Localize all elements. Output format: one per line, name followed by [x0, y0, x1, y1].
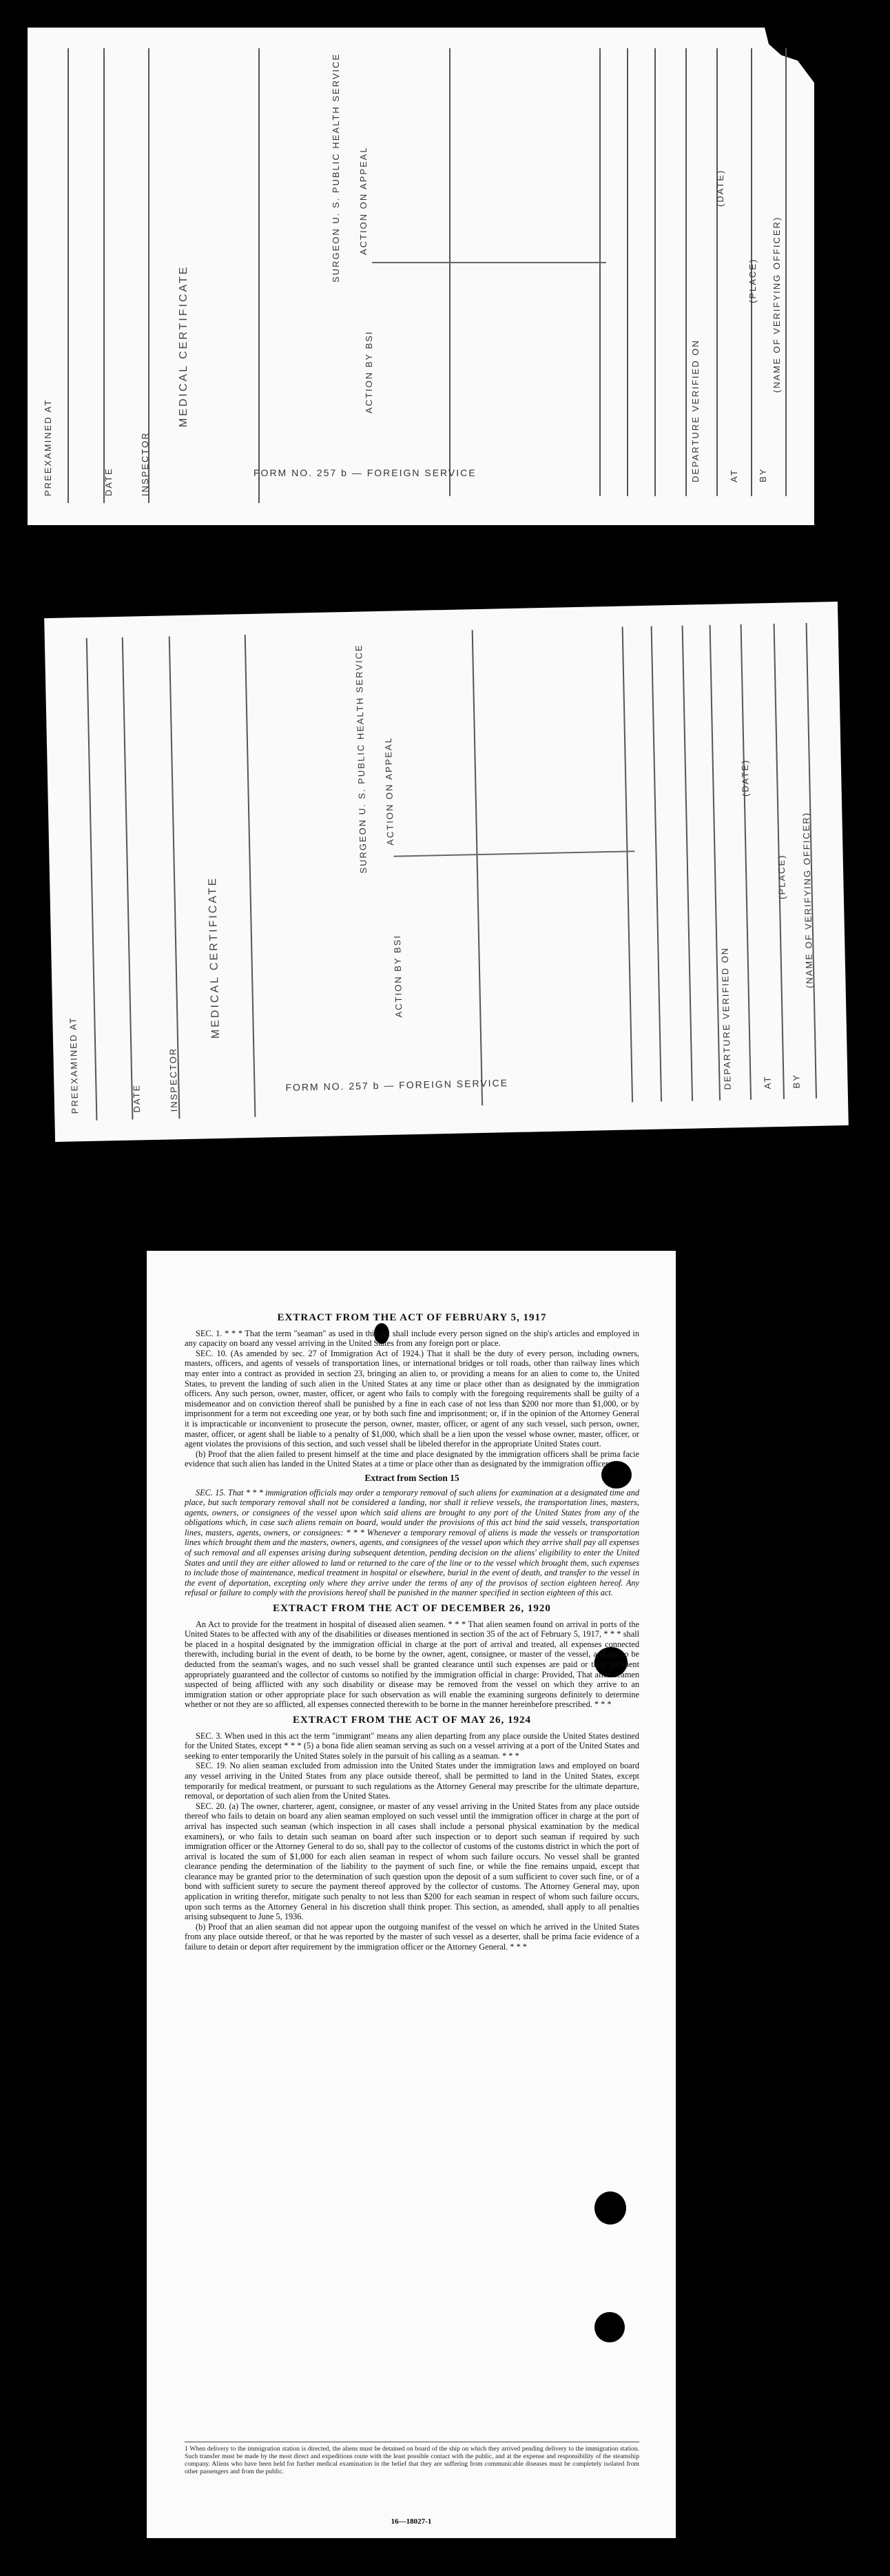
form-card-2 [44, 602, 849, 1142]
inspector-label: INSPECTOR [167, 1047, 180, 1112]
heading-section-15: Extract from Section 15 [364, 1472, 459, 1483]
place-caption: (PLACE) [747, 258, 758, 303]
rule [372, 262, 606, 263]
rule [785, 48, 787, 496]
paragraph: SEC. 1. * * * That the term "seaman" as used in this act shall include every person signed on the ship's articles and employed in any capacity on board any vessel arriving in the United States from any foreign port or place. [185, 1328, 639, 1349]
action-on-appeal-label: ACTION ON APPEAL [382, 736, 396, 846]
paragraph: (b) Proof that an alien seaman did not appear upon the outgoing manifest of the vessel on which he arrived in the United States from any place outside thereof, or that he was reported by the master of such vessel as a deserter, shall be prima facie evidence of a failure to detain or deport after requirement by the immigration officer or the Attorney General. * * * [185, 1921, 639, 1952]
date-caption: (DATE) [715, 169, 725, 207]
action-by-bsi-label: ACTION BY BSI [364, 330, 374, 413]
rule [685, 48, 687, 496]
extract-text [185, 1313, 639, 1952]
rule [472, 630, 483, 1105]
date-caption: (DATE) [739, 759, 751, 797]
by-label: BY [758, 467, 768, 482]
medical-certificate-label: MEDICAL CERTIFICATE [207, 876, 222, 1039]
preexamined-label: PREEXAMINED AT [68, 1016, 81, 1114]
officer-caption: (NAME OF VERIFYING OFFICER) [800, 811, 815, 989]
rule [86, 638, 98, 1121]
inspector-label: INSPECTOR [140, 431, 150, 496]
paragraph: SEC. 19. No alien seaman excluded from admission into the United States under the immigration laws and employed on board any vessel arriving in the United States from any place outside thereof, shall be permitted to land in the United States, except temporarily for medical treatment, or pursuant to such regulations as the Attorney General may prescribe for the ultimate departure, removal, or deportation of such alien from the United States. [185, 1761, 639, 1801]
rule [599, 48, 601, 496]
form-card-1 [28, 28, 814, 525]
paragraph: SEC. 3. When used in this act the term "immigrant" means any alien departing from any place outside the United States destined for the United States, except * * * (5) a bona fide alien seaman serving as such on a vessel arriving at a port of the United States and seeking to enter temporarily the United States solely in the pursuit of his calling as a seaman. * * * [185, 1730, 639, 1761]
paragraph: SEC. 10. (As amended by sec. 27 of Immigration Act of 1924.) That it shall be the duty of every person, including owners, masters, officers, and agents of vessels of transportation lines, or international bridges or toll roads, other than railway lines which may enter into a contract as provided in section 23, bringing an alien to, or providing a means for an alien to come to, the United States, to prevent the landing of such alien in the United States at any time or place other than as designated by the immigration officers. Any such person, owner, master, officer, or agent who fails to comply with the foregoing requirements shall be guilty of a misdemeanor and on conviction thereof shall be punished by a fine in each case of not less than $200 nor more than $1,000, or by imprisonment for a term not exceeding one year, or by both such fine and imprisonment; or, if in the opinion of the Attorney General it is impracticable or inconvenient to prosecute the person, owner, master, officer, or agent of any such vessel, such person, owner, master, officer, or agent shall be liable to a penalty of $1,000, which shall be a lien upon the vessel whose owner, master, officer, or agent violates the provisions of this section, and such vessel shall be libeled therefor in the appropriate United States court. [185, 1348, 639, 1449]
at-label: AT [762, 1075, 773, 1090]
paragraph: (b) Proof that the alien failed to present himself at the time and place designated by the immigration officers shall be prima facie evidence that such alien has landed in the United States at a time or place other than as designated by the immigration officers. [185, 1449, 639, 1469]
paragraph: SEC. 20. (a) The owner, charterer, agent, consignee, or master of any vessel arriving in the United States from any place outside thereof who fails to detain on board any alien seaman employed on such vessel until the immigration officer in charge at the port of arrival has inspected such seaman (which inspection in all cases shall include a personal physical examination by the medical examiners), or who fails to detain such seaman on board after such inspection or to deport such seaman if required by such immigration officer or the Attorney General to do so, shall pay to the collector of customs of the customs district in which the port of arrival is located the sum of $1,000 for each alien seaman in respect of whom such failure occurs. No vessel shall be granted clearance pending the determination of the liability to the payment of such fine, or while the fine remains unpaid, except that clearance may be granted prior to the determination of such question upon the deposit of a sum sufficient to cover such fine, or of a bond with sufficient surety to secure the payment thereof approved by the collector of customs. The Attorney General may, upon application in writing therefor, mitigate such penalty to not less than $200 for each seaman in respect of whom such failure occurs, upon such terms as the Attorney General in his discretion shall think proper. This section, as amended, shall apply to all penalties arising subsequent to June 5, 1936. [185, 1801, 639, 1922]
rule [654, 48, 656, 496]
action-by-bsi-label: ACTION BY BSI [391, 934, 404, 1018]
preexamined-label: PREEXAMINED AT [43, 398, 53, 496]
rule [622, 627, 633, 1103]
rule [245, 635, 256, 1117]
place-caption: (PLACE) [776, 854, 787, 899]
surgeon-label: SURGEON U. S. PUBLIC HEALTH SERVICE [331, 52, 341, 283]
footnote: 1 When delivery to the immigration station is directed, the aliens must be detained on board of the ship on which they arrived pending delivery to the immigration station. Such transfer must be made by the most direct and expeditious route with the least possible contact with the public, and at the expense and responsibility of the steamship company. Aliens who have been held for further medical examination in the belief that they are suffering from communicable diseases must be completely isolated from other passengers and from the public. [185, 2442, 639, 2475]
print-number: 16—18027-1 [391, 2517, 432, 2526]
medical-certificate-label: MEDICAL CERTIFICATE [178, 265, 189, 427]
paragraph: SEC. 15. That * * * immigration officials may order a temporary removal of such aliens for examination at a designated time and place, but such temporary removal shall not be considered a landing, nor shall it relieve vessels, the transportation lines, masters, agents, owners, or consignees of the vessel upon which said aliens are brought to any port of the United States from any of the obligations which, in case such aliens remain on board, would under the provisions of this act bind the said vessels, transportation lines, masters, agents, owners, or consignees: * * * Whenever a temporary removal of aliens is made the vessels or transportation lines which brought them and the masters, owners, agents, and consignees of the vessel upon which they arrive shall pay all expenses of such removal and all expenses arising during subsequent detention, pending decision on the aliens' eligibility to enter the United States and until they are either allowed to land or returned to the care of the line or to the vessel which brought them, such expenses to include those of maintenance, medical treatment in hospital or elsewhere, burial in the event of death, and transfer to the vessel in the event of deportation, excepting only where they arrive under the terms of any of the provisos of section eighteen hereof. Any refusal or failure to comply with the provisions hereof shall be punished in the manner specified in section eighteen of this act. [185, 1487, 639, 1598]
extract-page [147, 1251, 676, 2538]
by-label: BY [791, 1073, 802, 1089]
rule [651, 626, 662, 1102]
date-label: DATE [131, 1083, 143, 1113]
departure-label: DEPARTURE VERIFIED ON [719, 946, 733, 1090]
rule [169, 636, 180, 1118]
surgeon-label: SURGEON U. S. PUBLIC HEALTH SERVICE [353, 644, 369, 874]
rule [716, 48, 718, 496]
rule [710, 625, 721, 1101]
rule [122, 637, 134, 1120]
heading-1920: EXTRACT FROM THE ACT OF DECEMBER 26, 1920 [273, 1603, 551, 1615]
rule [258, 48, 260, 503]
torn-corner [732, 28, 814, 83]
heading-1924: EXTRACT FROM THE ACT OF MAY 26, 1924 [292, 1714, 532, 1726]
at-label: AT [729, 469, 739, 482]
ink-blot [594, 2312, 625, 2342]
action-on-appeal-label: ACTION ON APPEAL [358, 146, 369, 255]
ink-blot [594, 2191, 626, 2225]
rule [68, 48, 69, 503]
rule [393, 850, 634, 857]
rule [682, 626, 693, 1101]
rule [449, 48, 451, 496]
form-number: FORM NO. 257 b — FOREIGN SERVICE [285, 1077, 509, 1093]
form-number: FORM NO. 257 b — FOREIGN SERVICE [253, 467, 477, 478]
rule [627, 48, 628, 496]
paragraph: An Act to provide for the treatment in hospital of diseased alien seamen. * * * That alien seamen found on arrival in ports of the United States to be affected with any of the disabilities or diseases mentioned in section 35 of the act of February 5, 1917, * * * shall be placed in a hospital designated by the immigration official in charge at the port of arrival and treated, all expenses connected therewith, including burial in the event of death, to be borne by the owner, agent, consignee, or master of the vessel, and not to be deducted from the seaman's wages, and no such vessel shall be granted clearance until such expenses are paid or their payment appropriately guaranteed and the collector of customs so notified by the immigration official in charge: Provided, That alien seamen suspected of being afflicted with any such disability or disease may be removed from the vessel on which they arrive to an immigration station or other appropriate place for such observation as will enable the examining surgeons definitely to determine whether or not they are so afflicted, all expenses connected therewith to be borne in the manner hereinbefore prescribed. * * * [185, 1619, 639, 1710]
date-label: DATE [103, 467, 114, 496]
rule [741, 624, 752, 1100]
departure-label: DEPARTURE VERIFIED ON [690, 339, 701, 482]
heading-1917: EXTRACT FROM THE ACT OF FEBRUARY 5, 1917 [277, 1312, 547, 1323]
rule [103, 48, 105, 503]
officer-caption: (NAME OF VERIFYING OFFICER) [772, 216, 782, 393]
